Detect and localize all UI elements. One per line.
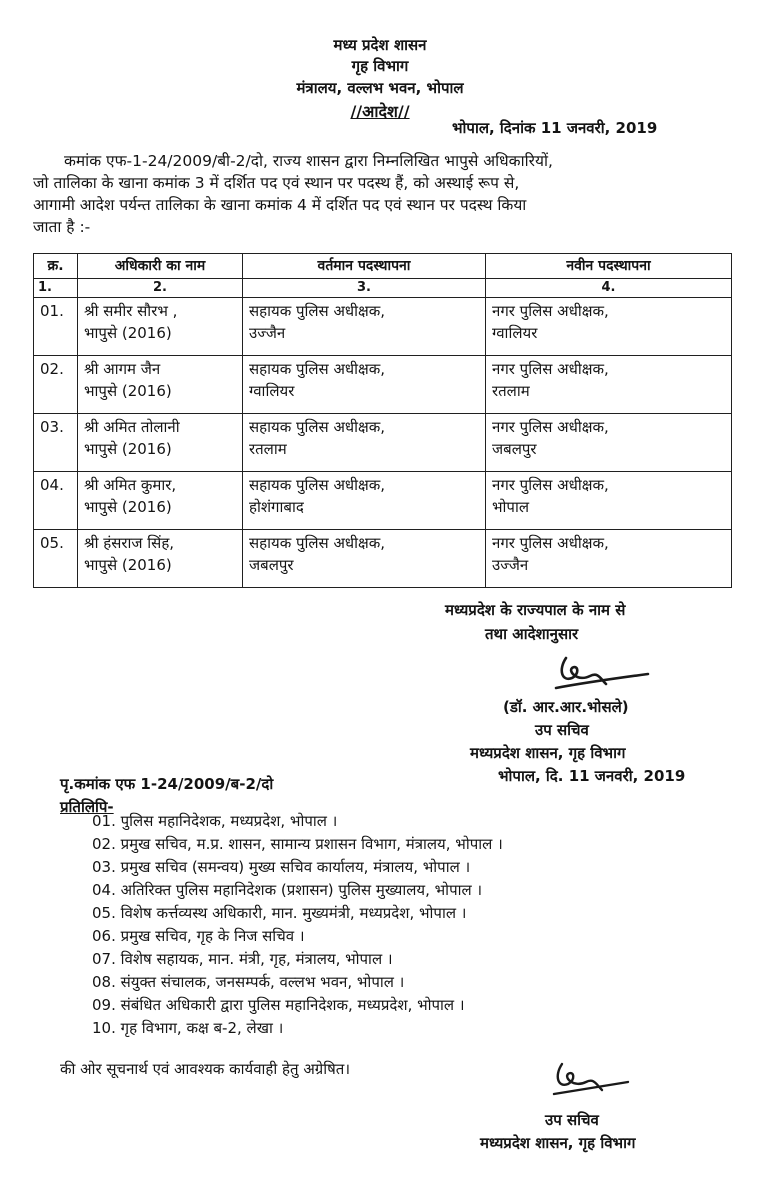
signatory-designation: उप सचिव <box>535 721 589 739</box>
governor-line-2: तथा आदेशानुसार <box>485 625 579 643</box>
list-item: 05. विशेष कर्त्तव्यस्थ अधिकारी, मान. मुख्यमंत्री, मध्यप्रदेश, भोपाल । <box>92 904 467 922</box>
row-sn: 05. <box>34 530 78 588</box>
governor-line-1: मध्यप्रदेश के राज्यपाल के नाम से <box>445 601 626 619</box>
header-address: मंत्रालय, वल्लभ भवन, भोपाल <box>296 79 464 97</box>
col-header-officer: अधिकारी का नाम <box>78 254 243 279</box>
header-department: गृह विभाग <box>351 57 409 75</box>
row-new-posting <box>486 414 732 472</box>
copy-list <box>92 810 503 1040</box>
list-item: 03. प्रमुख सचिव (समन्वय) मुख्य सचिव कार्यालय, मंत्रालय, भोपाल । <box>92 858 471 876</box>
new-place: रतलाम <box>492 382 530 400</box>
row-officer <box>78 414 243 472</box>
signatory-name: (डॉ. आर.आर.भोसले) <box>503 698 629 716</box>
officer-service: भापुसे (2016) <box>84 382 172 400</box>
order-date: भोपाल, दिनांक 11 जनवरी, 2019 <box>452 119 658 137</box>
row-officer <box>78 298 243 356</box>
current-place: जबलपुर <box>249 556 294 574</box>
list-item: 07. विशेष सहायक, मान. मंत्री, गृह, मंत्रालय, भोपाल । <box>92 950 393 968</box>
new-place: ग्वालियर <box>492 324 538 342</box>
new-post: नगर पुलिस अधीक्षक, <box>492 360 609 378</box>
table-number-row <box>34 279 732 298</box>
col-number: 2. <box>78 279 243 298</box>
intro-line-2: जो तालिका के खाना कमांक 3 में दर्शित पद एवं स्थान पर पदस्थ हैं, को अस्थाई रूप से, <box>33 174 520 192</box>
new-post: नगर पुलिस अधीक्षक, <box>492 418 609 436</box>
signature-image <box>548 648 658 696</box>
table-row <box>34 298 732 356</box>
table-row <box>34 356 732 414</box>
new-post: नगर पुलिस अधीक्षक, <box>492 534 609 552</box>
row-current-posting <box>243 472 486 530</box>
officer-name: श्री अमित कुमार, <box>84 476 177 494</box>
new-post: नगर पुलिस अधीक्षक, <box>492 476 609 494</box>
current-post: सहायक पुलिस अधीक्षक, <box>249 534 386 552</box>
officer-name: श्री आगम जैन <box>84 360 161 378</box>
endorsement-number: पृ.कमांक एफ 1-24/2009/ब-2/दो <box>60 775 274 793</box>
header-state: मध्य प्रदेश शासन <box>333 36 427 54</box>
row-current-posting <box>243 298 486 356</box>
list-item: 08. संयुक्त संचालक, जनसम्पर्क, वल्लभ भवन, भोपाल । <box>92 973 405 991</box>
row-sn: 04. <box>34 472 78 530</box>
col-number: 3. <box>243 279 486 298</box>
table-row <box>34 414 732 472</box>
order-title: //आदेश// <box>350 102 410 121</box>
footer-department: मध्यप्रदेश शासन, गृह विभाग <box>480 1134 636 1152</box>
row-officer <box>78 472 243 530</box>
col-number: 4. <box>486 279 732 298</box>
new-place: भोपाल <box>492 498 530 516</box>
new-place: जबलपुर <box>492 440 537 458</box>
current-place: होशंगाबाद <box>249 498 304 516</box>
row-officer <box>78 356 243 414</box>
current-place: उज्जैन <box>249 324 286 342</box>
col-header-current: वर्तमान पदस्थापना <box>243 254 486 279</box>
table-header-row <box>34 254 732 279</box>
officer-service: भापुसे (2016) <box>84 556 172 574</box>
table-row <box>34 530 732 588</box>
current-post: सहायक पुलिस अधीक्षक, <box>249 360 386 378</box>
current-post: सहायक पुलिस अधीक्षक, <box>249 418 386 436</box>
current-post: सहायक पुलिस अधीक्षक, <box>249 302 386 320</box>
list-item: 02. प्रमुख सचिव, म.प्र. शासन, सामान्य प्रशासन विभाग, मंत्रालय, भोपाल । <box>92 835 503 853</box>
officer-service: भापुसे (2016) <box>84 324 172 342</box>
list-item: 09. संबंधित अधिकारी द्वारा पुलिस महानिदेशक, मध्यप्रदेश, भोपाल । <box>92 996 465 1014</box>
signature-image <box>548 1056 638 1100</box>
officer-name: श्री हंसराज सिंह, <box>84 534 175 552</box>
list-item: 04. अतिरिक्त पुलिस महानिदेशक (प्रशासन) पुलिस मुख्यालय, भोपाल । <box>92 881 483 899</box>
col-number: 1. <box>34 279 78 298</box>
officer-service: भापुसे (2016) <box>84 498 172 516</box>
row-new-posting <box>486 530 732 588</box>
officer-service: भापुसे (2016) <box>84 440 172 458</box>
row-new-posting <box>486 472 732 530</box>
current-post: सहायक पुलिस अधीक्षक, <box>249 476 386 494</box>
row-new-posting <box>486 298 732 356</box>
row-sn: 01. <box>34 298 78 356</box>
row-sn: 02. <box>34 356 78 414</box>
col-header-sn: क्र. <box>34 254 78 279</box>
intro-line-1: कमांक एफ-1-24/2009/बी-2/दो, राज्य शासन द्वारा निम्नलिखित भापुसे अधिकारियों, <box>64 152 553 170</box>
row-sn: 03. <box>34 414 78 472</box>
closing-line: की ओर सूचनार्थ एवं आवश्यक कार्यवाही हेतु अग्रेषित। <box>60 1060 351 1078</box>
row-current-posting <box>243 530 486 588</box>
table-row <box>34 472 732 530</box>
list-item: 01. पुलिस महानिदेशक, मध्यप्रदेश, भोपाल । <box>92 812 338 830</box>
col-header-new: नवीन पदस्थापना <box>486 254 732 279</box>
current-place: रतलाम <box>249 440 287 458</box>
row-current-posting <box>243 414 486 472</box>
row-current-posting <box>243 356 486 414</box>
intro-line-3: आगामी आदेश पर्यन्त तालिका के खाना कमांक 4 में दर्शित पद एवं स्थान पर पदस्थ किया <box>33 196 527 214</box>
row-officer <box>78 530 243 588</box>
officer-name: श्री अमित तोलानी <box>84 418 180 436</box>
row-new-posting <box>486 356 732 414</box>
current-place: ग्वालियर <box>249 382 295 400</box>
list-item: 10. गृह विभाग, कक्ष ब-2, लेखा । <box>92 1019 284 1037</box>
posting-table <box>33 253 732 588</box>
officer-name: श्री समीर सौरभ , <box>84 302 178 320</box>
signatory-department: मध्यप्रदेश शासन, गृह विभाग <box>470 744 626 762</box>
new-place: उज्जैन <box>492 556 529 574</box>
intro-line-4: जाता है :- <box>33 218 91 236</box>
copy-label: प्रतिलिपि- <box>60 798 114 816</box>
list-item: 06. प्रमुख सचिव, गृह के निज सचिव । <box>92 927 305 945</box>
signatory-date: भोपाल, दि. 11 जनवरी, 2019 <box>498 767 686 785</box>
footer-designation: उप सचिव <box>545 1111 599 1129</box>
new-post: नगर पुलिस अधीक्षक, <box>492 302 609 320</box>
